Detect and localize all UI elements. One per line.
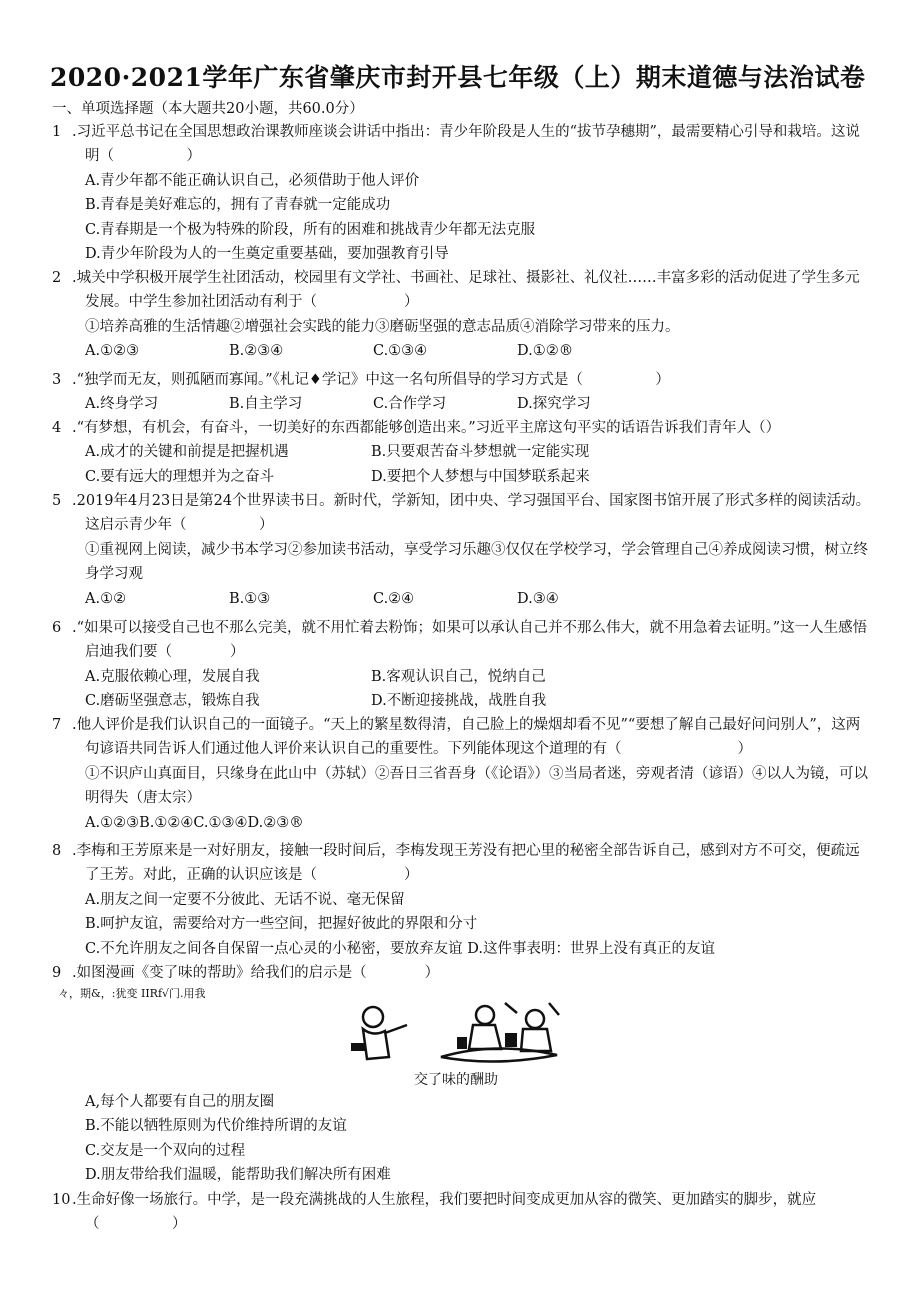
cartoon-arm-left bbox=[385, 1025, 407, 1033]
cartoon-illustration bbox=[345, 997, 575, 1069]
cartoon-shadow-right bbox=[505, 1033, 517, 1047]
options-row bbox=[52, 465, 874, 489]
option-b: B.①③ bbox=[229, 590, 271, 607]
option-c: C.合作学习 bbox=[373, 396, 447, 413]
cartoon-shadow-mid bbox=[457, 1037, 467, 1049]
question-2 bbox=[52, 266, 874, 364]
cartoon-motion-lines bbox=[505, 1003, 559, 1015]
option-d: D.探究学习 bbox=[517, 396, 591, 413]
option-a: A.青少年都不能正确认识自己，必须借助于他人评价 bbox=[85, 172, 420, 189]
option-c: C.青春期是一个极为特殊的阶段，所有的困难和挑战青少年都无法克服 bbox=[85, 221, 536, 238]
cartoon-head-mid bbox=[476, 1006, 494, 1024]
question-number: 10 bbox=[52, 1192, 71, 1208]
question-1 bbox=[52, 120, 874, 266]
cartoon-caption-text: 々，期&，:犹变 IIRf√门.用我 bbox=[58, 987, 206, 1000]
option-b: B.不能以牺牲原则为代价维持所谓的友谊 bbox=[85, 1118, 347, 1135]
question-stem: 9 .如图漫画《变了味的帮助》给我们的启示是（ ） bbox=[52, 961, 874, 985]
cartoon-body-mid bbox=[469, 1025, 501, 1049]
question-9-options bbox=[52, 1090, 874, 1188]
cartoon-head-left bbox=[363, 1007, 383, 1027]
option-d: D.朋友带给我们温暖，能帮助我们解决所有困难 bbox=[85, 1167, 391, 1184]
options-row bbox=[52, 587, 874, 611]
option-c: C.①③④ bbox=[373, 343, 428, 360]
exam-title: 2020·2021学年广东省肇庆市封开县七年级（上）期末道德与法治试卷 bbox=[50, 63, 866, 92]
option-c: C.交友是一个双向的过程 bbox=[85, 1142, 246, 1159]
question-number: 3 bbox=[52, 372, 62, 388]
statement-list: ①培养高雅的生活情趣②增强社会实践的能力③磨砺坚强的意志品质④消除学习带来的压力。 bbox=[85, 318, 680, 335]
option-d: D.①②® bbox=[517, 343, 574, 360]
question-stem: 7 .他人评价是我们认识自己的一面镜子。“天上的繁星数得清，自己脸上的燥烟却看不见”“要想了解自己最好问问别人”，这两句谚语共同告诉人们通过他人评价来认识自己的重要性。下列能体现这个道理的有（ ） bbox=[52, 713, 874, 762]
option-a: A.①②③ bbox=[85, 343, 140, 360]
cartoon-head-right bbox=[526, 1010, 544, 1028]
options-line: A.①②③B.①②④C.①③④D.②③® bbox=[85, 814, 304, 831]
question-stem: 2 .城关中学积极开展学生社团活动，校园里有文学社、书画社、足球社、摄影社、礼仪社……丰富多彩的活动促进了学生多元发展。中学生参加社团活动有利于（ ） bbox=[52, 266, 874, 315]
option-b: B.呵护友谊，需要给对方一些空间，把握好彼此的界限和分寸 bbox=[85, 916, 478, 933]
question-number: 1 bbox=[52, 124, 62, 140]
question-number: 6 bbox=[52, 620, 62, 636]
question-number: 8 bbox=[52, 843, 62, 859]
option-b: B.客观认识自己，悦纳自己 bbox=[371, 668, 546, 685]
option-d: D.青少年阶段为人的一生奠定重要基础，要加强教育引导 bbox=[85, 246, 449, 263]
cartoon-body-left bbox=[363, 1029, 389, 1059]
question-3 bbox=[52, 368, 874, 417]
option-b: B.只要艰苦奋斗梦想就一定能实现 bbox=[371, 444, 590, 461]
option-a: A.朋友之间一定要不分彼此、无话不说、毫无保留 bbox=[85, 891, 405, 908]
option-d: D.不断迎接挑战，战胜自我 bbox=[371, 693, 547, 710]
question-5 bbox=[52, 489, 874, 611]
question-10 bbox=[52, 1188, 874, 1237]
option-c: C.②④ bbox=[373, 590, 415, 607]
question-9 bbox=[52, 961, 874, 985]
option-d: D.③④ bbox=[517, 590, 559, 607]
question-number: 2 bbox=[52, 270, 62, 286]
statement-list: ①不识庐山真面目，只缘身在此山中（苏轼）②吾日三省吾身（《论语》）③当局者迷，旁观者清（谚语）④以人为镜，可以明得失（唐太宗） bbox=[85, 765, 868, 807]
option-c: C.磨砺坚强意志，锻炼自我 bbox=[85, 693, 260, 710]
question-number: 7 bbox=[52, 717, 62, 733]
options-row bbox=[52, 665, 874, 689]
question-number: 4 bbox=[52, 420, 62, 436]
option-b: B.②③④ bbox=[229, 343, 284, 360]
statement-list: ①重视网上阅读，减少书本学习②参加读书活动，享受学习乐趣③仅仅在学校学习，学会管理自己④养成阅读习惯，树立终身学习观 bbox=[85, 541, 868, 583]
options-row bbox=[52, 689, 874, 713]
option-a: A.成才的关键和前提是把握机遇 bbox=[85, 444, 289, 461]
cartoon-shadow-left bbox=[351, 1043, 365, 1051]
section-heading: 一、单项选择题（本大题共20小题，共60.0分） bbox=[52, 101, 364, 117]
options-row bbox=[52, 392, 874, 416]
option-b: B.青春是美好难忘的，拥有了青春就一定能成功 bbox=[85, 197, 391, 214]
option-cd: C.不允许朋友之间各自保留一点心灵的小秘密，要放弃友谊 D.这件事表明：世界上没有真正的友谊 bbox=[85, 940, 716, 957]
option-d: D.要把个人梦想与中国梦联系起来 bbox=[371, 468, 590, 485]
question-8 bbox=[52, 839, 874, 961]
option-a: A.终身学习 bbox=[85, 396, 159, 413]
question-stem: 1 .习近平总书记在全国思想政治课教师座谈会讲话中指出：青少年阶段是人生的“拔节孕穗期”，最需要精心引导和栽培。这说明（ ） bbox=[52, 120, 874, 169]
question-stem: 3 .“独学而无友，则孤陋而寡闻。”《札记♦学记》中这一名句所倡导的学习方式是（ ） bbox=[52, 368, 874, 392]
question-stem: 4 .“有梦想，有机会，有奋斗，一切美好的东西都能够创造出来。”习近平主席这句平实的话语告诉我们青年人（） bbox=[52, 416, 874, 440]
options-row bbox=[52, 440, 874, 464]
question-number: 9 bbox=[52, 965, 62, 981]
question-4 bbox=[52, 416, 874, 489]
question-7 bbox=[52, 713, 874, 835]
question-stem: 6 .“如果可以接受自己也不那么完美，就不用忙着去粉饰；如果可以承认自己并不那么伟大，就不用急着去证明。”这一人生感悟启迪我们要（ ） bbox=[52, 616, 874, 665]
option-b: B.自主学习 bbox=[229, 396, 303, 413]
cartoon-title: 交了味的酬助 bbox=[414, 1072, 498, 1088]
options-row bbox=[52, 339, 874, 363]
question-number: 5 bbox=[52, 493, 62, 509]
question-6 bbox=[52, 616, 874, 714]
option-a: A.克服依赖心理，发展自我 bbox=[85, 668, 260, 685]
option-a: A.①② bbox=[85, 590, 127, 607]
question-stem: 8 .李梅和王芳原来是一对好朋友，接触一段时间后，李梅发现王芳没有把心里的秘密全部告诉自己，感到对方不可交，便疏远了王芳。对此，正确的认识应该是（ ） bbox=[52, 839, 874, 888]
option-a: A,每个人都要有自己的朋友圈 bbox=[85, 1094, 275, 1110]
option-c: C.要有远大的理想并为之奋斗 bbox=[85, 468, 275, 485]
cartoon-body-right bbox=[521, 1029, 551, 1051]
question-stem: 5 .2019年4月23日是第24个世界读书日。新时代，学新知，团中央、学习强国平台、国家图书馆开展了形式多样的阅读活动。这启示青少年（ ） bbox=[52, 489, 874, 538]
question-stem: 10 .生命好像一场旅行。中学，是一段充满挑战的人生旅程，我们要把时间变成更加从容的微笑、更加踏实的脚步，就应（ ） bbox=[52, 1188, 874, 1237]
